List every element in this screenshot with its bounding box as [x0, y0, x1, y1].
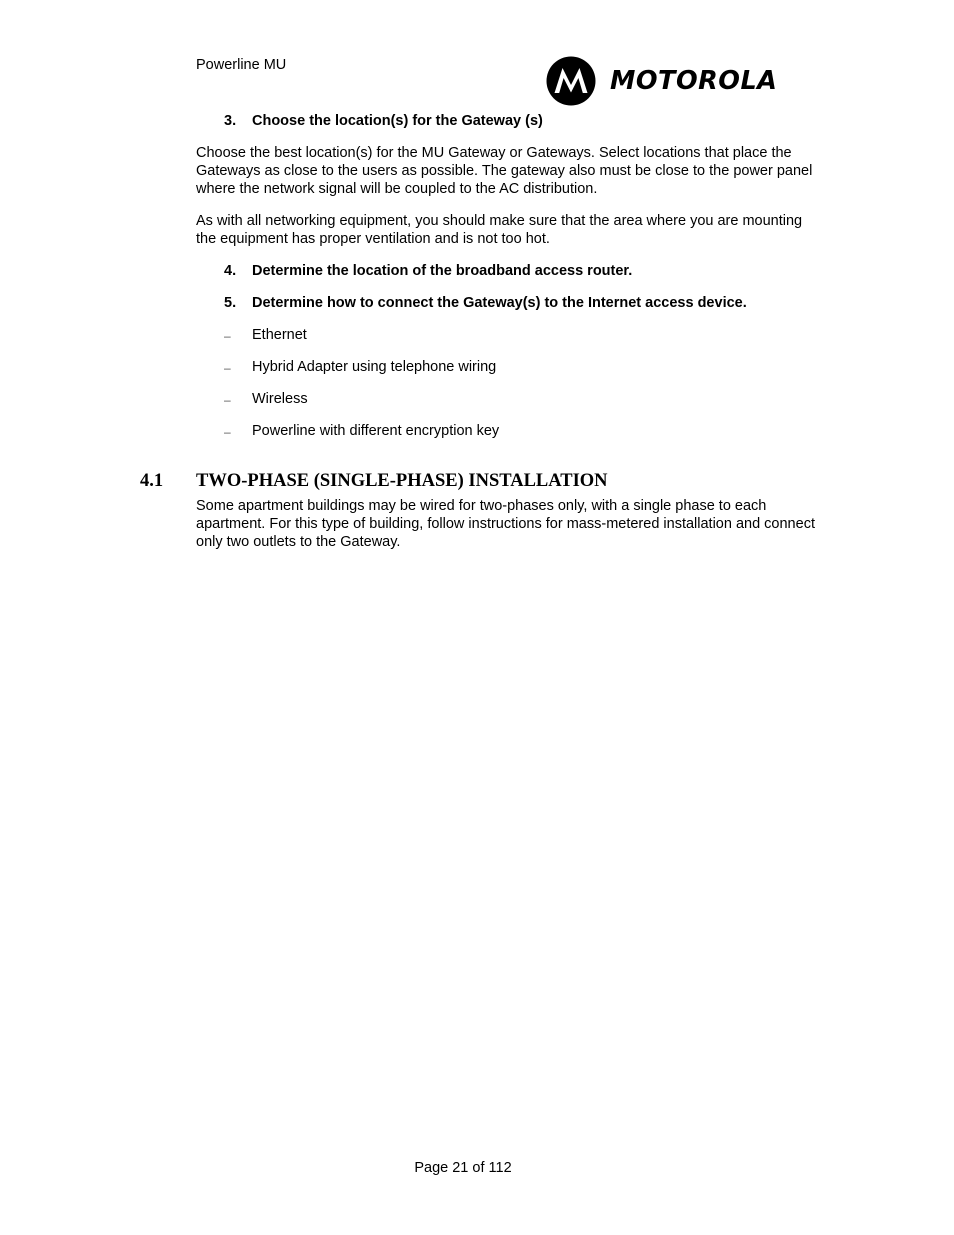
motorola-batwing-icon	[546, 56, 596, 106]
bullet-text: Wireless	[252, 391, 308, 407]
step-text: Determine the location of the broadband access router.	[252, 263, 633, 279]
motorola-logo	[546, 56, 808, 108]
document-header-title: Powerline MU	[196, 57, 287, 73]
dash-marker-icon: –	[224, 425, 231, 439]
paragraph-two-phase: Some apartment buildings may be wired for two-phases only, with a single phase to each apartment. For this type of building, follow instructions for mass-metered installation and connect only two outlets to the Gateway.	[196, 498, 815, 550]
motorola-wordmark: MOTOROLA	[610, 66, 778, 96]
paragraph-ventilation: As with all networking equipment, you should make sure that the area where you are mounting the equipment has proper ventilation and is not too hot.	[196, 213, 803, 247]
page-number: Page 21 of 112	[414, 1160, 512, 1176]
dash-marker-icon: –	[224, 329, 231, 343]
section-title: TWO-PHASE (SINGLE-PHASE) INSTALLATION	[196, 471, 608, 491]
step-number: 4.	[224, 263, 237, 279]
step-text: Choose the location(s) for the Gateway (s)	[252, 113, 543, 129]
step-number: 3.	[224, 113, 237, 129]
bullet-text: Powerline with different encryption key	[252, 423, 500, 439]
dash-marker-icon: –	[224, 361, 231, 375]
paragraph-gateway-location: Choose the best location(s) for the MU Gateway or Gateways. Select locations that place the Gateways as close to the users as possible. The gateway also must be close to the power panel where the network signal will be coupled to the AC distribution.	[196, 145, 813, 197]
bullet-text: Hybrid Adapter using telephone wiring	[252, 359, 497, 375]
bullet-text: Ethernet	[252, 327, 307, 343]
dash-marker-icon: –	[224, 393, 231, 407]
step-number: 5.	[224, 295, 237, 311]
section-number: 4.1	[140, 471, 164, 491]
step-text: Determine how to connect the Gateway(s) to the Internet access device.	[252, 295, 747, 311]
